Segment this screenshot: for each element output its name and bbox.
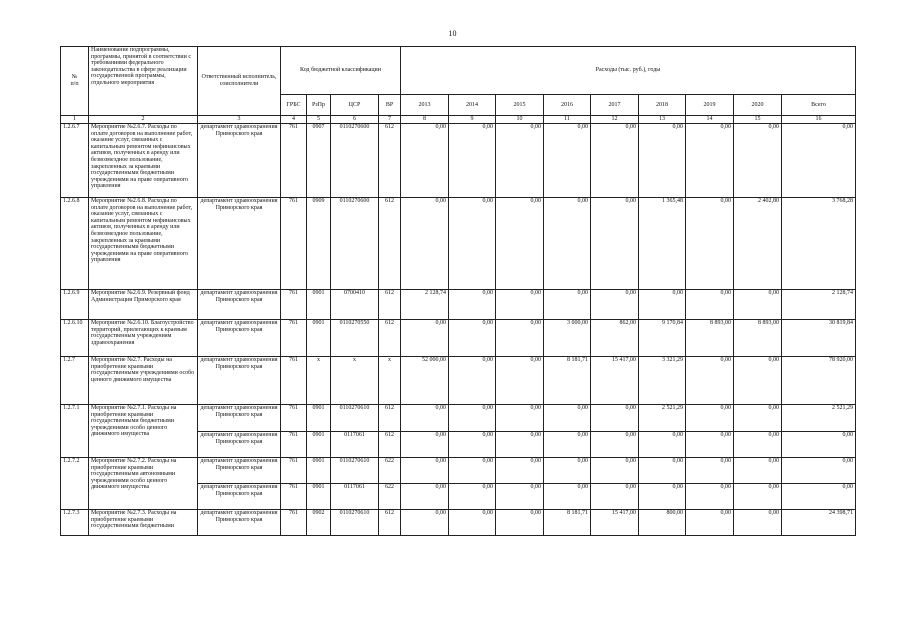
row-total: 2 128,74 bbox=[782, 290, 856, 320]
row-value-2013: 0,00 bbox=[401, 458, 449, 484]
row-vr: 612 bbox=[379, 320, 401, 357]
row-csr: 0110270550 bbox=[331, 320, 379, 357]
row-value-2020: 0,00 bbox=[734, 510, 782, 536]
row-value-2019: 0,00 bbox=[686, 198, 734, 290]
row-responsible: департамент здравоохранения Приморского края bbox=[198, 458, 281, 484]
header-code-2: РзПр bbox=[307, 95, 331, 116]
row-value-2017: 0,00 bbox=[591, 432, 639, 458]
row-value-2018: 1 365,48 bbox=[639, 198, 686, 290]
row-vr: 612 bbox=[379, 510, 401, 536]
table-row bbox=[61, 320, 856, 357]
row-name: Мероприятие №2.6.7. Расходы по оплате договоров на выполнение работ, оказание услуг, связанных с капитальным ремонтом нефинансовых активов, полученных в аренду или безвозмездное пользование, закрепленных за краевыми государственными бюджетными учреждениями на праве оперативного управления bbox=[89, 124, 198, 198]
row-csr: 0700410 bbox=[331, 290, 379, 320]
column-number-13: 13 bbox=[639, 116, 686, 124]
row-grbs: 761 bbox=[281, 510, 307, 536]
row-rzpr: 0901 bbox=[307, 432, 331, 458]
column-number-14: 14 bbox=[686, 116, 734, 124]
header-code-3: ЦСР bbox=[331, 95, 379, 116]
row-value-2014: 0,00 bbox=[449, 405, 496, 432]
row-value-2020: 2 402,80 bbox=[734, 198, 782, 290]
row-rzpr: 0901 bbox=[307, 458, 331, 484]
header-year-2013: 2013 bbox=[401, 95, 449, 116]
row-responsible: департамент здравоохранения Приморского края bbox=[198, 198, 281, 290]
row-rzpr: 0909 bbox=[307, 198, 331, 290]
table-row bbox=[61, 510, 856, 536]
header-year-2016: 2016 bbox=[544, 95, 591, 116]
row-total: 0,00 bbox=[782, 458, 856, 484]
row-value-2020: 8 893,00 bbox=[734, 320, 782, 357]
row-value-2014: 0,00 bbox=[449, 124, 496, 198]
row-value-2019: 0,00 bbox=[686, 432, 734, 458]
row-csr: 0110270600 bbox=[331, 198, 379, 290]
budget-table bbox=[60, 46, 856, 536]
row-vr: 622 bbox=[379, 458, 401, 484]
row-total: 0,00 bbox=[782, 124, 856, 198]
row-value-2013: 0,00 bbox=[401, 510, 449, 536]
row-value-2018: 0,00 bbox=[639, 290, 686, 320]
row-value-2013: 0,00 bbox=[401, 124, 449, 198]
header-total: Всего bbox=[782, 95, 856, 116]
row-value-2016: 3 000,00 bbox=[544, 320, 591, 357]
row-value-2013: 0,00 bbox=[401, 432, 449, 458]
table-row bbox=[61, 458, 856, 484]
row-value-2015: 0,00 bbox=[496, 357, 544, 405]
row-value-2016: 8 181,71 bbox=[544, 510, 591, 536]
header-year-2015: 2015 bbox=[496, 95, 544, 116]
row-value-2016: 0,00 bbox=[544, 484, 591, 510]
row-rzpr: 0901 bbox=[307, 405, 331, 432]
row-responsible: департамент здравоохранения Приморского края bbox=[198, 124, 281, 198]
table-row bbox=[61, 198, 856, 290]
row-value-2017: 0,00 bbox=[591, 405, 639, 432]
row-value-2014: 0,00 bbox=[449, 484, 496, 510]
header-year-2014: 2014 bbox=[449, 95, 496, 116]
header-year-2020: 2020 bbox=[734, 95, 782, 116]
row-name: Мероприятие №2.6.8. Расходы по оплате договоров на выполнение работ, оказание услуг, связанных с капитальным ремонтом нефинансовых активов, полученных в аренду или безвозмездное пользование, закрепленных за краевыми государственными бюджетными учреждениями на праве оперативного управления bbox=[89, 198, 198, 290]
row-value-2014: 0,00 bbox=[449, 198, 496, 290]
row-rzpr: 0901 bbox=[307, 290, 331, 320]
row-grbs: 761 bbox=[281, 484, 307, 510]
row-csr: 0117061 bbox=[331, 484, 379, 510]
row-value-2015: 0,00 bbox=[496, 458, 544, 484]
row-value-2018: 2 521,29 bbox=[639, 405, 686, 432]
column-number-1: 1 bbox=[61, 116, 89, 124]
row-grbs: 761 bbox=[281, 432, 307, 458]
header-year-2017: 2017 bbox=[591, 95, 639, 116]
row-value-2017: 15 417,00 bbox=[591, 357, 639, 405]
column-number-15: 15 bbox=[734, 116, 782, 124]
header-code-1: ГРБС bbox=[281, 95, 307, 116]
row-number: 1.2.6.10 bbox=[61, 320, 89, 357]
column-number-9: 9 bbox=[449, 116, 496, 124]
row-responsible: департамент здравоохранения Приморского края bbox=[198, 405, 281, 432]
row-grbs: 761 bbox=[281, 357, 307, 405]
table-row bbox=[61, 357, 856, 405]
row-csr: 0110270600 bbox=[331, 124, 379, 198]
row-value-2016: 8 181,71 bbox=[544, 357, 591, 405]
row-number: 1.2.6.8 bbox=[61, 198, 89, 290]
page-number: 10 bbox=[448, 29, 457, 38]
row-total: 24 398,71 bbox=[782, 510, 856, 536]
row-total: 3 768,28 bbox=[782, 198, 856, 290]
row-total: 30 819,84 bbox=[782, 320, 856, 357]
row-value-2017: 0,00 bbox=[591, 484, 639, 510]
row-value-2016: 0,00 bbox=[544, 124, 591, 198]
row-grbs: 761 bbox=[281, 124, 307, 198]
column-number-6: 6 bbox=[331, 116, 379, 124]
row-total: 2 521,29 bbox=[782, 405, 856, 432]
column-number-3: 3 bbox=[198, 116, 281, 124]
row-rzpr: x bbox=[307, 357, 331, 405]
table-row bbox=[61, 405, 856, 432]
row-number: 1.2.7.2 bbox=[61, 458, 89, 510]
row-value-2015: 0,00 bbox=[496, 320, 544, 357]
row-responsible: департамент здравоохранения Приморского края bbox=[198, 357, 281, 405]
row-total: 0,00 bbox=[782, 432, 856, 458]
row-name: Мероприятие №2.7.2. Расходы на приобретение краевыми государственными автономными учреждениями особо ценного движимого имущества bbox=[89, 458, 198, 510]
row-value-2015: 0,00 bbox=[496, 198, 544, 290]
column-number-5: 5 bbox=[307, 116, 331, 124]
row-name: Мероприятие №2.7.1. Расходы на приобретение краевыми государственными бюджетными учреждениями особо ценного движимого имущества bbox=[89, 405, 198, 458]
row-value-2019: 0,00 bbox=[686, 357, 734, 405]
row-name: Мероприятие №2.7.3. Расходы на приобретение краевыми государственными бюджетными bbox=[89, 510, 198, 536]
row-total: 78 920,00 bbox=[782, 357, 856, 405]
row-value-2019: 0,00 bbox=[686, 124, 734, 198]
row-value-2017: 0,00 bbox=[591, 124, 639, 198]
header-year-2018: 2018 bbox=[639, 95, 686, 116]
row-value-2019: 0,00 bbox=[686, 290, 734, 320]
row-number: 1.2.7.3 bbox=[61, 510, 89, 536]
header-code-4: ВР bbox=[379, 95, 401, 116]
row-vr: 612 bbox=[379, 405, 401, 432]
row-vr: 612 bbox=[379, 124, 401, 198]
row-grbs: 761 bbox=[281, 198, 307, 290]
row-value-2014: 0,00 bbox=[449, 357, 496, 405]
row-vr: 612 bbox=[379, 290, 401, 320]
column-number-11: 11 bbox=[544, 116, 591, 124]
row-grbs: 761 bbox=[281, 290, 307, 320]
row-value-2014: 0,00 bbox=[449, 458, 496, 484]
table-row bbox=[61, 124, 856, 198]
row-value-2015: 0,00 bbox=[496, 290, 544, 320]
column-number-8: 8 bbox=[401, 116, 449, 124]
row-responsible: департамент здравоохранения Приморского края bbox=[198, 510, 281, 536]
row-value-2015: 0,00 bbox=[496, 432, 544, 458]
row-value-2017: 15 417,00 bbox=[591, 510, 639, 536]
row-value-2017: 0,00 bbox=[591, 198, 639, 290]
row-csr: 0110270610 bbox=[331, 458, 379, 484]
row-responsible: департамент здравоохранения Приморского края bbox=[198, 484, 281, 510]
row-value-2019: 0,00 bbox=[686, 510, 734, 536]
row-grbs: 761 bbox=[281, 320, 307, 357]
row-value-2015: 0,00 bbox=[496, 124, 544, 198]
row-value-2013: 0,00 bbox=[401, 405, 449, 432]
column-number-4: 4 bbox=[281, 116, 307, 124]
row-value-2020: 0,00 bbox=[734, 290, 782, 320]
row-value-2019: 0,00 bbox=[686, 458, 734, 484]
row-csr: x bbox=[331, 357, 379, 405]
row-value-2018: 3 321,29 bbox=[639, 357, 686, 405]
row-rzpr: 0901 bbox=[307, 320, 331, 357]
row-total: 0,00 bbox=[782, 484, 856, 510]
row-value-2014: 0,00 bbox=[449, 320, 496, 357]
row-value-2020: 0,00 bbox=[734, 458, 782, 484]
row-value-2013: 0,00 bbox=[401, 484, 449, 510]
column-number-7: 7 bbox=[379, 116, 401, 124]
column-number-10: 10 bbox=[496, 116, 544, 124]
header-num bbox=[61, 47, 89, 116]
row-value-2018: 0,00 bbox=[639, 484, 686, 510]
row-number: 1.2.6.9 bbox=[61, 290, 89, 320]
header-expenses: Расходы (тыс. руб.), годы bbox=[401, 47, 856, 95]
row-rzpr: 0902 bbox=[307, 510, 331, 536]
row-value-2020: 0,00 bbox=[734, 484, 782, 510]
row-value-2018: 0,00 bbox=[639, 124, 686, 198]
row-vr: 622 bbox=[379, 484, 401, 510]
row-csr: 0110270610 bbox=[331, 510, 379, 536]
row-vr: x bbox=[379, 357, 401, 405]
row-value-2016: 0,00 bbox=[544, 198, 591, 290]
table-row bbox=[61, 290, 856, 320]
row-value-2015: 0,00 bbox=[496, 510, 544, 536]
row-value-2014: 0,00 bbox=[449, 290, 496, 320]
row-rzpr: 0901 bbox=[307, 484, 331, 510]
row-number: 1.2.6.7 bbox=[61, 124, 89, 198]
row-csr: 0117061 bbox=[331, 432, 379, 458]
column-number-16: 16 bbox=[782, 116, 856, 124]
row-value-2020: 0,00 bbox=[734, 405, 782, 432]
row-value-2016: 0,00 bbox=[544, 458, 591, 484]
row-value-2019: 0,00 bbox=[686, 484, 734, 510]
column-number-12: 12 bbox=[591, 116, 639, 124]
row-value-2020: 0,00 bbox=[734, 357, 782, 405]
row-vr: 612 bbox=[379, 432, 401, 458]
header-budget-code: Код бюджетной классификации bbox=[281, 47, 401, 95]
row-responsible: департамент здравоохранения Приморского края bbox=[198, 290, 281, 320]
column-number-2: 2 bbox=[89, 116, 198, 124]
row-value-2018: 800,00 bbox=[639, 510, 686, 536]
row-number: 1.2.7.1 bbox=[61, 405, 89, 458]
row-csr: 0110270610 bbox=[331, 405, 379, 432]
row-responsible: департамент здравоохранения Приморского края bbox=[198, 432, 281, 458]
header-num-text: № п/п bbox=[70, 74, 79, 87]
row-value-2013: 2 128,74 bbox=[401, 290, 449, 320]
row-value-2019: 0,00 bbox=[686, 405, 734, 432]
row-responsible: департамент здравоохранения Приморского края bbox=[198, 320, 281, 357]
row-value-2013: 0,00 bbox=[401, 320, 449, 357]
row-name: Мероприятие №2.6.10. Благоустройство территорий, прилегающих к краевым государственным учреждениям здравоохранения bbox=[89, 320, 198, 357]
row-value-2016: 0,00 bbox=[544, 405, 591, 432]
row-value-2013: 52 000,00 bbox=[401, 357, 449, 405]
row-name: Мероприятие №2.6.9. Резервный фонд Администрации Приморского края bbox=[89, 290, 198, 320]
row-value-2017: 862,00 bbox=[591, 320, 639, 357]
row-grbs: 761 bbox=[281, 458, 307, 484]
row-value-2013: 0,00 bbox=[401, 198, 449, 290]
row-value-2015: 0,00 bbox=[496, 484, 544, 510]
row-value-2017: 0,00 bbox=[591, 458, 639, 484]
row-value-2014: 0,00 bbox=[449, 510, 496, 536]
row-value-2020: 0,00 bbox=[734, 432, 782, 458]
row-value-2019: 8 893,00 bbox=[686, 320, 734, 357]
row-value-2014: 0,00 bbox=[449, 432, 496, 458]
row-vr: 612 bbox=[379, 198, 401, 290]
row-grbs: 761 bbox=[281, 405, 307, 432]
row-rzpr: 0907 bbox=[307, 124, 331, 198]
row-value-2020: 0,00 bbox=[734, 124, 782, 198]
row-value-2016: 0,00 bbox=[544, 290, 591, 320]
row-number: 1.2.7 bbox=[61, 357, 89, 405]
row-value-2018: 9 170,84 bbox=[639, 320, 686, 357]
row-value-2015: 0,00 bbox=[496, 405, 544, 432]
header-responsible: Ответственный исполнитель, соисполнители bbox=[198, 47, 281, 116]
header-year-2019: 2019 bbox=[686, 95, 734, 116]
row-value-2017: 0,00 bbox=[591, 290, 639, 320]
row-value-2018: 0,00 bbox=[639, 458, 686, 484]
header-name: Наименование подпрограммы, программы, принятой в соответствии с требованиями федерального законодательства в сфере реализации государственной программы, отдельного мероприятия bbox=[89, 47, 198, 116]
row-value-2016: 0,00 bbox=[544, 432, 591, 458]
row-name: Мероприятие №2.7. Расходы на приобретение краевыми государственными учреждениями особо ценного движимого имущества bbox=[89, 357, 198, 405]
row-value-2018: 0,00 bbox=[639, 432, 686, 458]
